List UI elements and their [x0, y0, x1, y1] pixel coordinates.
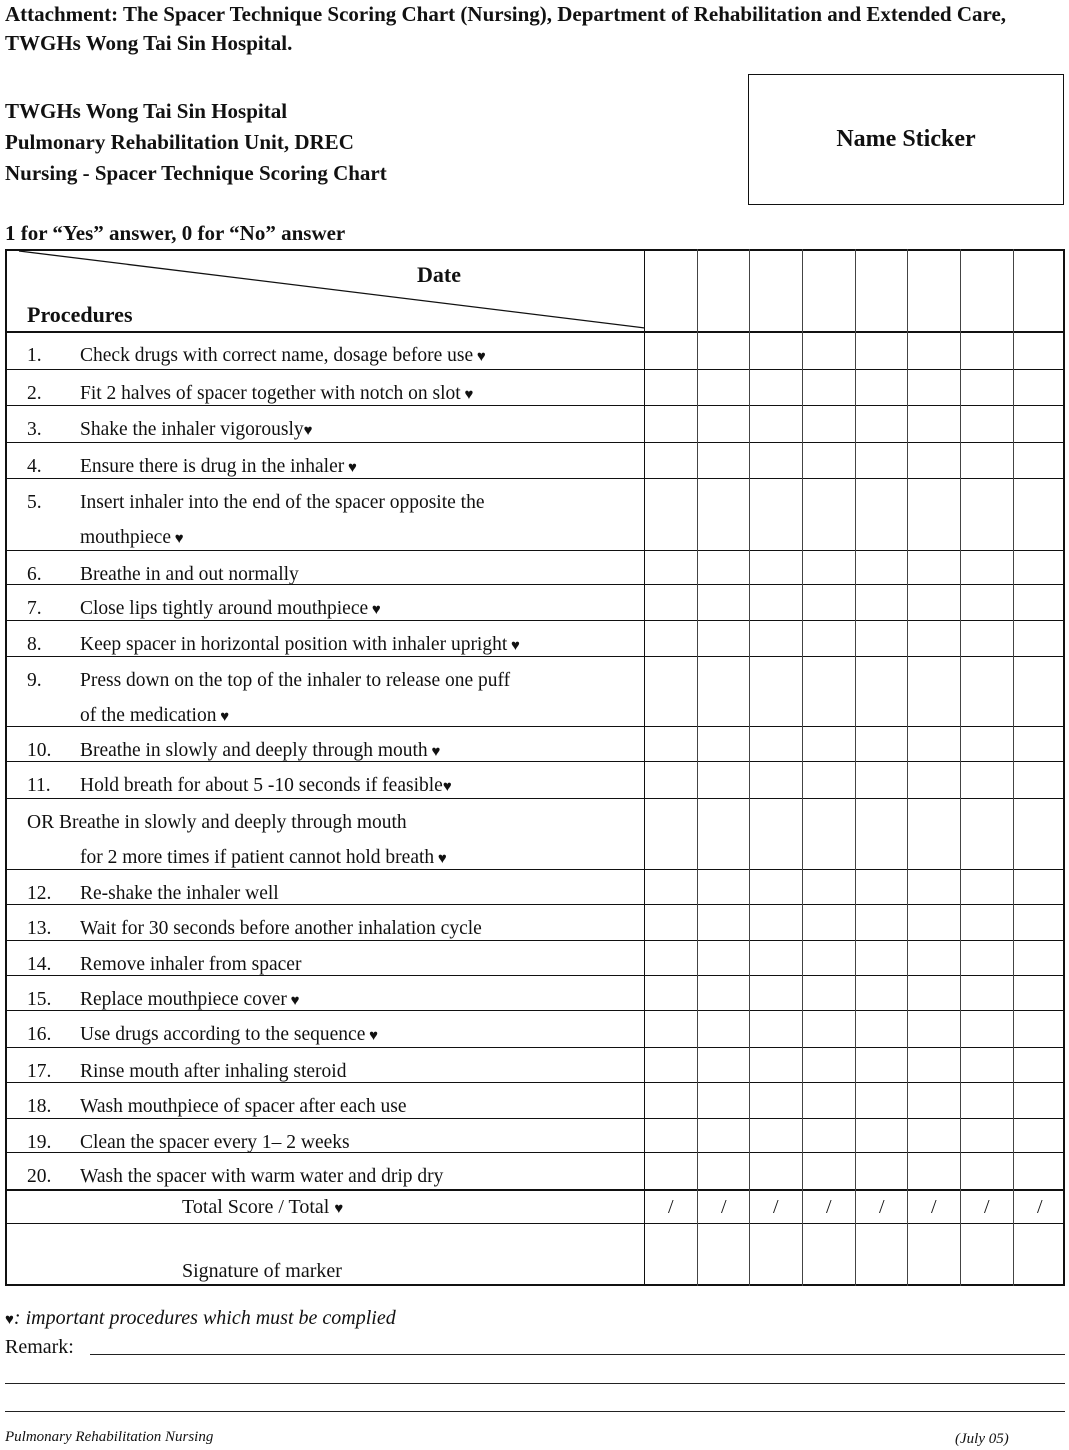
- row-divider: [5, 1047, 1065, 1048]
- date-column-divider: [749, 249, 750, 1286]
- heart-icon: ♥: [334, 1201, 344, 1217]
- heart-icon: ♥: [473, 349, 486, 365]
- procedure-text: OR Breathe in slowly and deeply through mouth: [27, 812, 407, 833]
- procedure-text: Clean the spacer every 1– 2 weeks: [80, 1132, 350, 1153]
- procedure-text: Use drugs according to the sequence ♥: [80, 1024, 379, 1045]
- footer-right: (July 05): [955, 1431, 1009, 1447]
- row-divider: [5, 798, 1065, 799]
- date-column-divider: [644, 249, 645, 1286]
- procedure-text: Breathe in slowly and deeply through mouth ♥: [80, 740, 441, 761]
- name-sticker-label: Name Sticker: [836, 126, 976, 152]
- procedure-number: 18.: [27, 1096, 52, 1117]
- heart-icon: ♥: [344, 460, 357, 476]
- procedure-number: 7.: [27, 598, 42, 619]
- row-divider: [5, 620, 1065, 621]
- procedure-text: Shake the inhaler vigorously♥: [80, 419, 313, 440]
- date-column-divider: [1013, 249, 1014, 1286]
- procedure-number: 11.: [27, 775, 51, 796]
- procedure-number: 13.: [27, 918, 52, 939]
- remark-line[interactable]: [90, 1354, 1065, 1355]
- procedure-number: 12.: [27, 883, 52, 904]
- scoring-instruction: 1 for “Yes” answer, 0 for “No” answer: [5, 221, 346, 245]
- heart-icon: ♥: [507, 638, 520, 654]
- heart-icon: ♥: [303, 423, 313, 439]
- procedure-number: 9.: [27, 670, 42, 691]
- footer-left: Pulmonary Rehabilitation Nursing: [5, 1429, 214, 1445]
- attachment-caption: Attachment: The Spacer Technique Scoring Chart (Nursing), Department of Rehabilitation and Extended Care, TWGHs Wong Tai Sin Hospital.: [5, 2, 1007, 55]
- procedure-number: 3.: [27, 419, 42, 440]
- remark-line[interactable]: [5, 1411, 1065, 1412]
- procedure-text: Insert inhaler into the end of the spacer opposite the: [80, 492, 485, 513]
- row-divider: [5, 478, 1065, 479]
- heart-icon: ♥: [365, 1028, 379, 1044]
- procedure-text: Fit 2 halves of spacer together with notch on slot ♥: [80, 383, 474, 404]
- heart-icon: ♥: [434, 851, 447, 867]
- date-column-divider: [802, 249, 803, 1286]
- total-score-cell[interactable]: /: [1037, 1196, 1043, 1218]
- procedure-text: Breathe in and out normally: [80, 564, 299, 585]
- date-header: Date: [417, 262, 461, 287]
- total-score-cell[interactable]: /: [721, 1196, 727, 1218]
- procedure-number: 16.: [27, 1024, 52, 1045]
- date-column-divider: [855, 249, 856, 1286]
- procedure-text-continued: of the medication ♥: [80, 705, 230, 726]
- procedure-text: Remove inhaler from spacer: [80, 954, 302, 975]
- hospital-header: [5, 96, 387, 189]
- procedure-number: 15.: [27, 989, 52, 1010]
- signature-label: Signature of marker: [182, 1260, 342, 1282]
- row-divider: [5, 369, 1065, 370]
- procedure-number: 14.: [27, 954, 52, 975]
- heart-icon: ♥: [170, 531, 184, 547]
- row-divider: [5, 331, 1065, 333]
- date-column-divider: [697, 249, 698, 1286]
- procedure-text: Wash the spacer with warm water and drip dry: [80, 1166, 444, 1187]
- remark-line[interactable]: [5, 1383, 1065, 1384]
- procedure-text: Ensure there is drug in the inhaler ♥: [80, 456, 357, 477]
- row-divider: [5, 442, 1065, 443]
- procedure-text: Close lips tightly around mouthpiece ♥: [80, 598, 381, 619]
- total-score-row: [182, 1196, 343, 1219]
- date-column-divider: [907, 249, 908, 1286]
- total-score-cell[interactable]: /: [773, 1196, 779, 1218]
- row-divider: [5, 550, 1065, 551]
- heart-icon: ♥: [368, 602, 381, 618]
- procedure-number: 20.: [27, 1166, 52, 1187]
- procedure-number: 4.: [27, 456, 42, 477]
- remark-label: Remark:: [5, 1336, 74, 1358]
- heart-icon: ♥: [460, 387, 474, 403]
- procedure-number: 1.: [27, 345, 42, 366]
- procedure-text: Replace mouthpiece cover ♥: [80, 989, 300, 1010]
- name-sticker-box: [748, 74, 1064, 205]
- procedure-number: 17.: [27, 1061, 52, 1082]
- heart-icon: ♥: [442, 779, 452, 795]
- row-divider: [5, 1223, 1065, 1224]
- row-divider: [5, 1118, 1065, 1119]
- procedure-text: Re-shake the inhaler well: [80, 883, 279, 904]
- procedure-text-continued: for 2 more times if patient cannot hold breath ♥: [80, 847, 447, 868]
- heart-icon: ♥: [5, 1312, 14, 1328]
- legend-text: : important procedures which must be complied: [13, 1307, 396, 1329]
- row-divider: [5, 940, 1065, 941]
- row-divider: [5, 869, 1065, 870]
- procedure-number: 10.: [27, 740, 52, 761]
- heart-icon: ♥: [286, 993, 300, 1009]
- heart-icon: ♥: [427, 744, 441, 760]
- date-column-divider: [960, 249, 961, 1286]
- row-divider: [5, 405, 1065, 406]
- hospital-name: TWGHs Wong Tai Sin Hospital: [5, 99, 288, 123]
- procedure-text: Hold breath for about 5 -10 seconds if feasible♥: [80, 775, 452, 796]
- procedure-text: Press down on the top of the inhaler to release one puff: [80, 670, 511, 691]
- procedures-header: Procedures: [27, 302, 133, 327]
- total-score-cell[interactable]: /: [879, 1196, 885, 1218]
- heart-icon: ♥: [216, 709, 230, 725]
- total-score-cell[interactable]: /: [931, 1196, 937, 1218]
- procedure-number: 8.: [27, 634, 42, 655]
- total-score-cell[interactable]: /: [668, 1196, 674, 1218]
- procedure-text: Keep spacer in horizontal position with inhaler upright ♥: [80, 634, 520, 655]
- row-divider: [5, 1189, 1065, 1191]
- chart-title: Nursing - Spacer Technique Scoring Chart: [5, 161, 387, 185]
- total-score-label: Total Score / Total: [182, 1196, 330, 1218]
- procedure-text-continued: mouthpiece ♥: [80, 527, 184, 548]
- procedure-text: Wash mouthpiece of spacer after each use: [80, 1096, 407, 1117]
- procedure-number: 6.: [27, 564, 42, 585]
- procedure-text: Rinse mouth after inhaling steroid: [80, 1061, 347, 1082]
- unit-name: Pulmonary Rehabilitation Unit, DREC: [5, 130, 354, 154]
- total-score-cell[interactable]: /: [826, 1196, 832, 1218]
- row-divider: [5, 656, 1065, 657]
- procedure-number: 5.: [27, 492, 42, 513]
- procedure-text: Wait for 30 seconds before another inhalation cycle: [80, 918, 482, 939]
- procedure-number: 19.: [27, 1132, 52, 1153]
- procedure-text: Check drugs with correct name, dosage before use ♥: [80, 345, 486, 366]
- procedure-number: 2.: [27, 383, 42, 404]
- legend: [5, 1307, 396, 1330]
- total-score-cell[interactable]: /: [984, 1196, 990, 1218]
